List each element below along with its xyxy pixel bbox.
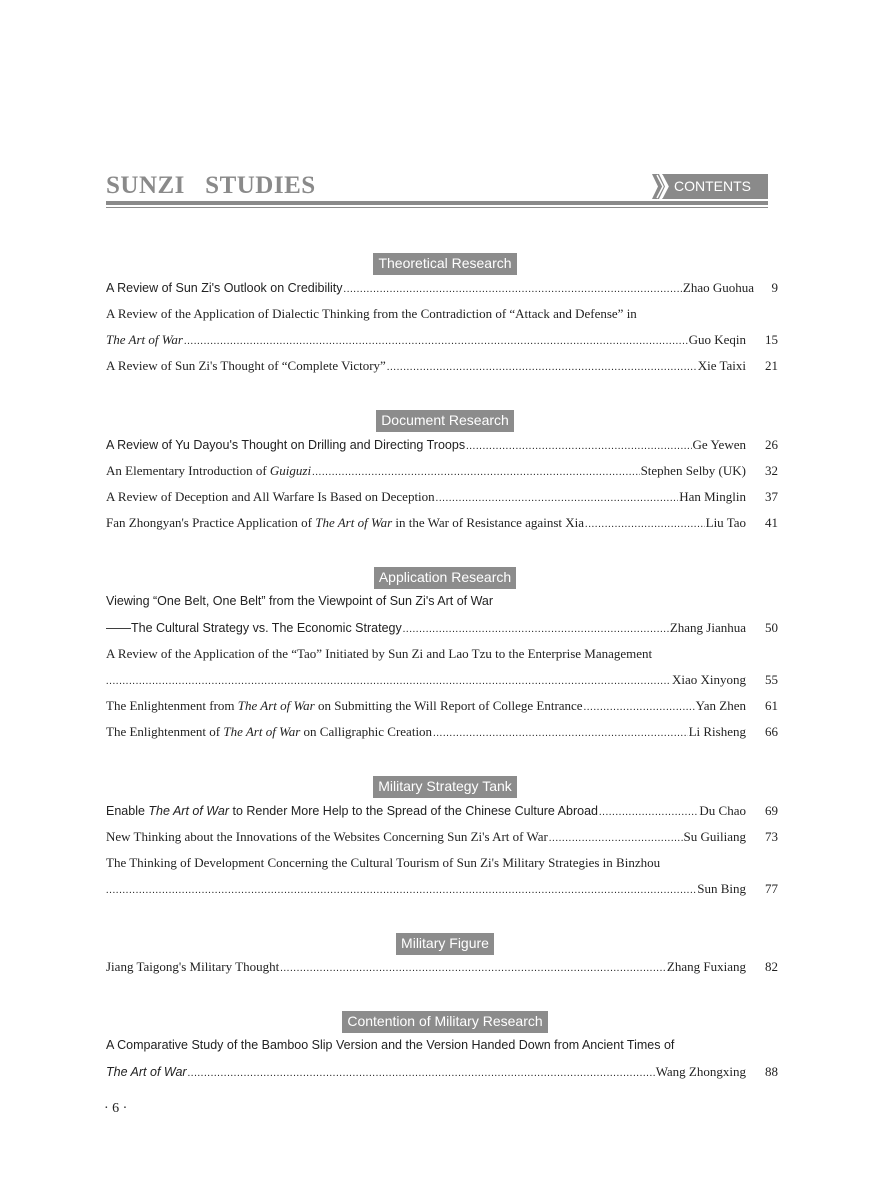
entry-author: Stephen Selby (UK) [640,463,746,478]
dot-leader [585,519,705,530]
entry-title: An Elementary Introduction of Guiguzi [106,463,312,478]
entry-author: Guo Keqin [688,332,746,347]
entry-author: Xie Taixi [697,358,746,373]
section-heading: Contention of Military Research [0,1011,890,1033]
entry-author: Liu Tao [705,515,746,530]
page-number: · 6 · [104,1101,128,1116]
entry-page: 77 [765,881,778,896]
entry-page: 55 [765,672,778,687]
dot-leader [387,362,697,373]
dot-leader [188,1068,655,1079]
entry-author: Zhang Jianhua [669,620,746,635]
dot-leader [184,336,688,347]
entry-title: A Review of Yu Dayou's Thought on Drilling and Directing Troops [106,438,466,452]
entry-author: Su Guiliang [683,829,746,844]
toc-entry[interactable] [106,829,778,849]
entry-page: 69 [765,803,778,818]
toc-entry[interactable] [106,620,778,640]
dot-leader [403,624,669,635]
entry-author: Zhao Guohua [682,280,754,295]
toc-entry[interactable] [106,306,778,326]
entry-title: The Art of War [106,332,183,347]
dot-leader [466,441,691,452]
entry-page: 88 [765,1064,778,1079]
toc-entry[interactable] [106,594,778,614]
toc-entry[interactable] [106,698,778,718]
entry-author: Sun Bing [697,881,746,896]
entry-page: 26 [765,437,778,452]
toc-entry[interactable] [106,855,778,875]
entry-page: 21 [765,358,778,373]
entry-author: Du Chao [699,803,746,818]
entry-title: The Enlightenment from The Art of War on Submitting the Will Report of College Entrance [106,698,583,713]
toc-entry[interactable] [106,437,778,457]
section-heading: Military Strategy Tank [0,776,890,798]
entry-author: Ge Yewen [692,437,746,452]
entry-title: Enable The Art of War to Render More Help to the Spread of the Chinese Culture Abroad [106,804,598,818]
entry-page: 82 [765,959,778,974]
entry-title: Fan Zhongyan's Practice Application of The Art of War in the War of Resistance against Xia [106,515,585,530]
entry-title: New Thinking about the Innovations of the Websites Concerning Sun Zi's Art of War [106,829,548,844]
entry-title: ——The Cultural Strategy vs. The Economic Strategy [106,621,402,635]
entry-author: Wang Zhongxing [655,1064,746,1079]
toc-entry[interactable] [106,646,778,666]
toc-entry[interactable] [106,803,778,823]
toc-entry[interactable] [106,959,778,979]
toc-entry[interactable] [106,724,778,744]
entry-title: The Art of War [106,1065,187,1079]
entry-page: 61 [765,698,778,713]
entry-author: Yan Zhen [695,698,746,713]
header-rule-thin [106,207,768,208]
contents-label: CONTENTS [674,178,751,194]
toc-entry[interactable] [106,358,778,378]
dot-leader [599,807,698,818]
dot-leader [433,728,688,739]
toc-entry[interactable] [106,463,778,483]
section-heading: Document Research [0,410,890,432]
entry-page: 9 [771,280,778,295]
entry-page: 37 [765,489,778,504]
toc-entry[interactable] [106,280,778,300]
header-rule [106,201,768,205]
dot-leader [106,676,671,687]
dot-leader [584,702,695,713]
section-heading: Theoretical Research [0,253,890,275]
entry-title: A Review of the Application of Dialectic Thinking from the Contradiction of “Attack and Defense” in [106,306,637,321]
dot-leader [436,493,679,504]
entry-author: Han Minglin [679,489,746,504]
toc-entry[interactable] [106,881,778,901]
entry-title: A Review of Sun Zi's Outlook on Credibility [106,281,343,295]
toc-entry[interactable] [106,515,778,535]
toc-entry[interactable] [106,672,778,692]
toc-entry[interactable] [106,1038,778,1058]
contents-tab [652,174,768,199]
entry-page: 32 [765,463,778,478]
toc-entry[interactable] [106,332,778,352]
dot-leader [106,885,696,896]
entry-title: A Review of Sun Zi's Thought of “Complete Victory” [106,358,386,373]
entry-page: 15 [765,332,778,347]
entry-title: Jiang Taigong's Military Thought [106,959,280,974]
entry-title: The Thinking of Development Concerning the Cultural Tourism of Sun Zi's Military Strategies in Binzhou [106,855,661,870]
entry-page: 50 [765,620,778,635]
entry-title: The Enlightenment of The Art of War on Calligraphic Creation [106,724,433,739]
dot-leader [344,284,682,295]
section-heading: Military Figure [0,933,890,955]
toc-entry[interactable] [106,1064,778,1084]
entry-title: Viewing “One Belt, One Belt” from the Viewpoint of Sun Zi's Art of War [106,594,494,608]
journal-title: SUNZI STUDIES [106,172,316,199]
entry-page: 66 [765,724,778,739]
entry-title: A Comparative Study of the Bamboo Slip Version and the Version Handed Down from Ancient Times of [106,1038,675,1052]
dot-leader [280,963,666,974]
entry-author: Zhang Fuxiang [666,959,746,974]
entry-author: Li Risheng [688,724,746,739]
entry-page: 41 [765,515,778,530]
entry-page: 73 [765,829,778,844]
dot-leader [312,467,639,478]
dot-leader [549,833,683,844]
entry-author: Xiao Xinyong [671,672,746,687]
toc-entry[interactable] [106,489,778,509]
entry-title: A Review of Deception and All Warfare Is Based on Deception [106,489,435,504]
entry-title: A Review of the Application of the “Tao” Initiated by Sun Zi and Lao Tzu to the Enterprise Management [106,646,653,661]
section-heading: Application Research [0,567,890,589]
